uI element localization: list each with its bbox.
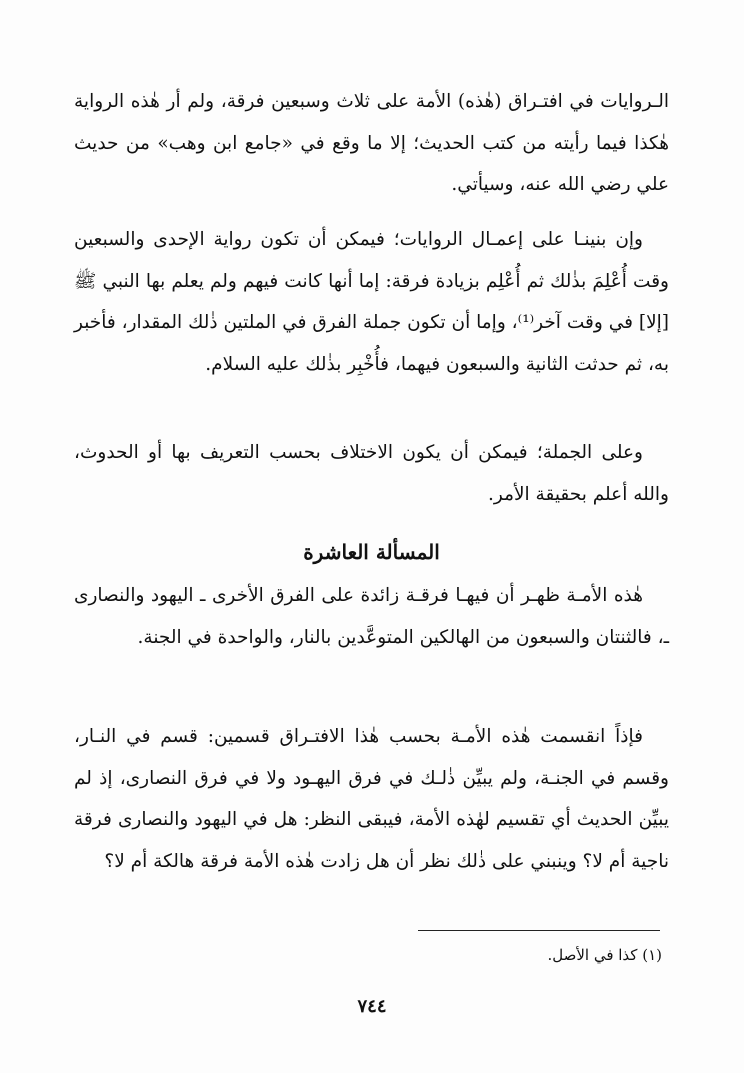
paragraph-1-text: الـروايات في افتـراق (هٰذه) الأمة على ثلاث وسبعين فرقة، ولم أر هٰذه الرواية هٰكذا فيما رأيته من كتب الحديث؛ إلا ما وقع في «جامع ابن وهب» من حديث علي رضي الله عنه، وسيأتي. (74, 91, 669, 195)
footnote-divider (418, 930, 660, 931)
paragraph-4-text: هٰذه الأمـة ظهـر أن فيهـا فرقـة زائدة على الفرق الأخرى ـ اليهود والنصارى ـ، فالثنتان والسبعون من الهالكين المتوعَّدين بالنار، والواحدة في الجنة. (74, 585, 669, 648)
page-number: ٧٤٤ (357, 996, 387, 1017)
paragraph-5-text: فإذاً انقسمت هٰذه الأمـة بحسب هٰذا الافتـراق قسمين: قسم في النـار، وقسم في الجنـة، ولم يبيِّن ذٰلـك في فرق اليهـود ولا في فرق النصارى، إذ لم يبيِّن الحديث أي تقسيم لهٰذه الأمة، فيبقى النظر: هل في اليهود والنصارى فرقة ناجية أم لا؟ وينبني على ذٰلك نظر أن هل زادت هٰذه الأمة فرقة هالكة أم لا؟ (74, 726, 669, 872)
paragraph-3-text: وعلى الجملة؛ فيمكن أن يكون الاختلاف بحسب التعريف بها أو الحدوث، والله أعلم بحقيقة الأمر. (74, 442, 669, 505)
paragraph-1 (74, 81, 669, 206)
footnote: (١) كذا في الأصل. (547, 946, 662, 964)
paragraph-4 (74, 575, 669, 658)
paragraph-2 (74, 219, 669, 385)
paragraph-5 (74, 716, 669, 882)
paragraph-2-text: وإن بنينـا على إعمـال الروايات؛ فيمكن أن تكون رواية الإحدى والسبعين وقت أُعْلِمَ بذٰلك ثم أُعْلِم بزيادة فرقة: إما أنها كانت فيهم ولم يعلم بها النبي ﷺ [إلا] في وقت آخر⁽¹⁾، وإما أن تكون جملة الفرق في الملتين ذٰلك المقدار، فأخبر به، ثم حدثت الثانية والسبعون فيهما، فأُخْبِر بذٰلك عليه السلام. (74, 229, 669, 375)
section-heading: المسألة العاشرة (303, 540, 440, 564)
paragraph-3 (74, 432, 669, 515)
